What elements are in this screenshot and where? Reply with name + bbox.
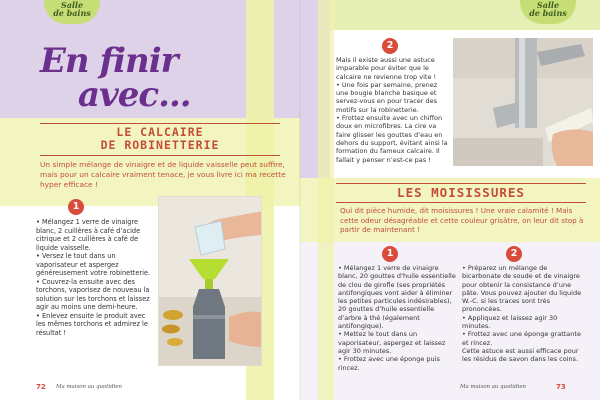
step-instructions-col1 [338, 264, 456, 372]
step-instructions-col2 [462, 264, 584, 364]
instruction-line: • Préparez un mélange de bicarbonate de soude et de vinaigre pour obtenir la consistance d’une pâte. Vous pouvez ajouter du liquide W.-C. si les traces sont très prononcées. [462, 264, 582, 314]
step-instructions-top [336, 56, 450, 164]
instruction-line: • Enlevez ensuite le produit avec les mêmes torchons et admirez le résultat ! [36, 311, 148, 337]
step-number-badge: 1 [68, 199, 84, 215]
step-number-badge: 1 [382, 246, 398, 262]
tag-line-1: Salle [60, 0, 84, 10]
instruction-line: • Couvrez-la ensuite avec des torchons, vaporisez de nouveau la solution sur les torchons et laissez agir au moins une demi-heure. [36, 277, 150, 311]
photo-illustration [159, 197, 262, 366]
page-title [40, 41, 280, 115]
instruction-line: • Frottez avec une éponge puis rincez. [338, 355, 440, 372]
step-instructions [36, 218, 156, 337]
instruction-line: • Appliquez et laissez agir 30 minutes. [462, 313, 558, 331]
section-rule-top [336, 183, 586, 184]
tag-line-2: de bains [529, 8, 567, 18]
instruction-line: Cette astuce est aussi efficace pour les résidus de savon dans les coins. [462, 346, 579, 364]
footer-left: Ma maison au quotidien [56, 384, 122, 390]
right-green-strip [318, 0, 334, 400]
step-number-badge: 2 [506, 246, 522, 262]
section-rule-bottom [336, 202, 586, 203]
book-gutter [299, 0, 301, 400]
footer-right: Ma maison au quotidien [460, 384, 526, 390]
section-title-line-1: LE CALCAIRE [116, 125, 204, 139]
photo-illustration [453, 38, 593, 166]
tag-line-1: Salle [536, 0, 560, 10]
instruction-line: • Frottez ensuite avec un chiffon doux en microfibres. La cire va faire glisser les gouttes d’eau en dehors du support, évitant ainsi la formation du fameux calcaire. Il fallait y penser n’est-ce pas ! [336, 114, 448, 164]
instruction-line: • Une fois par semaine, prenez une bougie blanche basique et servez-vous en pour tracer des motifs sur la robinetterie. [336, 80, 438, 114]
photo-pouring-vinegar [158, 196, 262, 366]
instruction-line: • Frottez avec une éponge grattante et rincez. [462, 330, 581, 347]
section-intro: Un simple mélange de vinaigre et de liquide vaisselle peut suffire, mais pour un calcaire vraiment tenace, je vous livre ici ma recette hyper efficace ! [40, 160, 286, 189]
section-rule-bottom [40, 155, 280, 156]
instruction-line: • Versez le tout dans un vaporisateur et aspergez généreusement votre robinetterie. [36, 252, 151, 277]
section-rule-top [40, 123, 280, 124]
instruction-line: Mais il existe aussi une astuce imparable pour éviter que le calcaire ne revienne trop vite ! [336, 56, 437, 81]
page-number-left: 72 [36, 383, 46, 391]
section-title-line-2: DE ROBINETTERIE [100, 138, 220, 152]
instruction-line: • Mettez le tout dans un vaporisateur, aspergez et laissez agir 30 minutes. [338, 330, 446, 355]
instruction-line: • Mélangez 1 verre de vinaigre blanc, 20 gouttes d’huile essentielle de clou de girofle (ses propriétés antifongiques vont aider à éliminer les petites particules indésirables), 20 gouttes d’huile essentielle d’arbre à thé (également antifongique). [338, 264, 456, 331]
photo-faucet [453, 38, 593, 166]
title-line-2: avec... [78, 75, 191, 115]
page-number-right: 73 [556, 383, 566, 391]
title-line-1: En finir [40, 41, 178, 81]
instruction-line: • Mélangez 1 verre de vinaigre blanc, 2 cuillères à café d’acide citrique et 2 cuillères à café de liquide vaisselle. [36, 218, 141, 252]
section-intro: Qui dit pièce humide, dit moisissures ! Une vraie calamité ! Mais cette odeur désagréable et cette couleur grisâtre, on leur dit stop à partir de maintenant ! [340, 206, 584, 234]
tag-line-2: de bains [53, 8, 91, 18]
section-title-moisissures: LES MOISISSURES [397, 185, 525, 200]
step-number-badge: 2 [382, 38, 398, 54]
section-title-calcaire [40, 126, 280, 152]
